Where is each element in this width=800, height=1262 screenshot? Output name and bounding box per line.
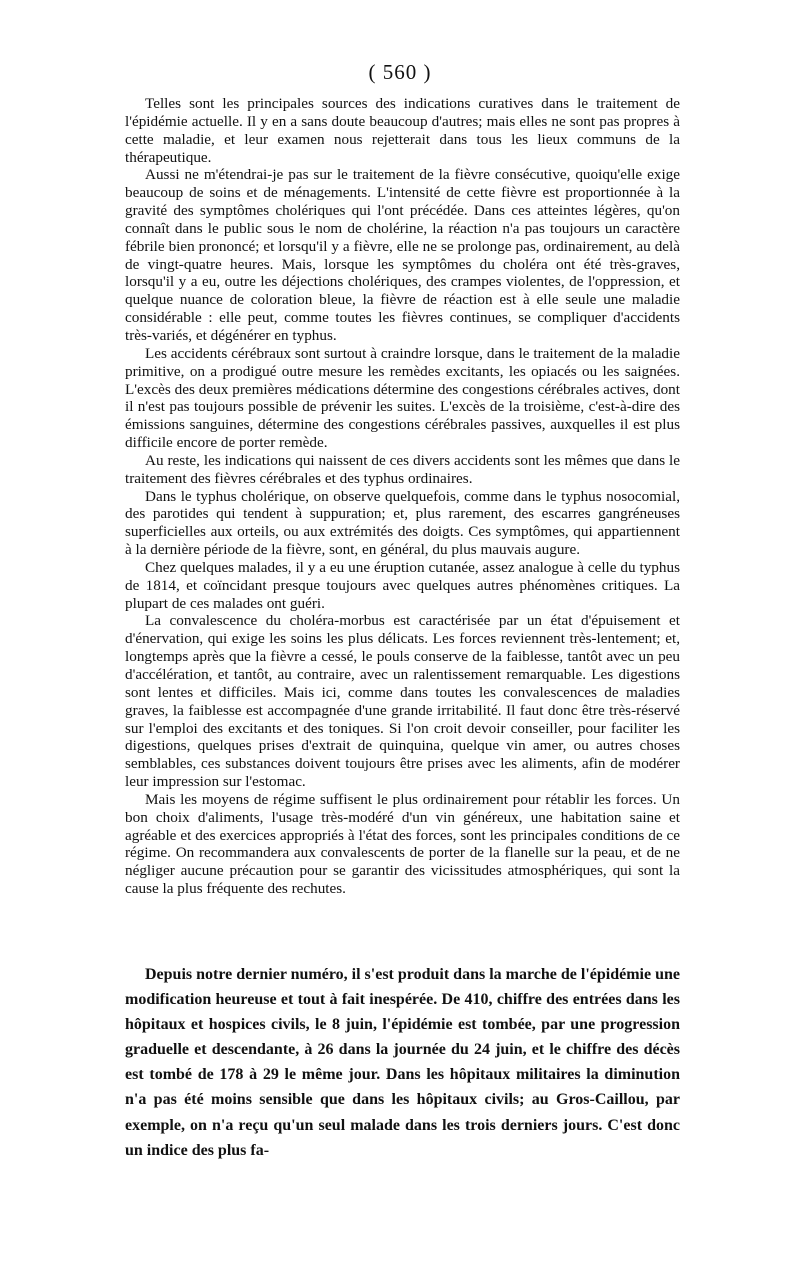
epidemic-update-section <box>125 962 680 1163</box>
paragraph: Telles sont les principales sources des indications curatives dans le traitement de l'épidémie actuelle. Il y en a sans doute beaucoup d'autres; mais elles ne sont pas propres à cette maladie, et leur examen nous rejetterait dans tous les lieux communs de la thérapeutique. <box>125 95 680 166</box>
paragraph: Mais les moyens de régime suffisent le plus ordinairement pour rétablir les forces. Un bon choix d'aliments, l'usage très-modéré d'un vin généreux, une habitation saine et agréable et des exercices appropriés à l'état des forces, sont les principales conditions de ce régime. On recommandera aux convalescents de porter de la flanelle sur la peau, et de ne négliger aucune précaution pour se garantir des vicissitudes atmosphériques, qui sont la cause la plus fréquente des rechutes. <box>125 790 680 898</box>
paragraph: Depuis notre dernier numéro, il s'est produit dans la marche de l'épidémie une modification heureuse et tout à fait inespérée. De 410, chiffre des entrées dans les hôpitaux et hospices civils, le 8 juin, l'épidémie est tombée, par une progression graduelle et descendante, à 26 dans la journée du 24 juin, et le chiffre des décès est tombé de 178 à 29 le même jour. Dans les hôpitaux militaires la diminution n'a pas été moins sensible que dans les hôpitaux civils; au Gros-Caillou, par exemple, on n'a reçu qu'un seul malade dans les trois derniers jours. C'est donc un indice des plus fa- <box>125 966 680 1159</box>
page-number: ( 560 ) <box>368 60 432 84</box>
paragraph: Au reste, les indications qui naissent de ces divers accidents sont les mêmes que dans le traitement des fièvres cérébrales et des typhus ordinaires. <box>125 451 680 487</box>
paragraph: La convalescence du choléra-morbus est caractérisée par un état d'épuisement et d'énervation, qui exige les soins les plus délicats. Les forces reviennent très-lentement; et, longtemps après que la fièvre a cessé, le pouls conserve de la faiblesse, tantôt avec un peu d'accélération, et tantôt, au contraire, avec un ralentissement remarquable. Les digestions sont lentes et difficiles. Mais ici, comme dans toutes les convalescences de maladies graves, la faiblesse est accompagnée d'une grande irritabilité. Il faut donc être très-réservé sur l'emploi des excitants et des toniques. Si l'on croit devoir conseiller, pour faciliter les digestions, quelques prises d'extrait de quinquina, quelque vin amer, ou autres choses semblables, ces substances doivent toujours être prises avec les aliments, afin de modérer leur impression sur l'estomac. <box>125 612 680 791</box>
paragraph: Dans le typhus cholérique, on observe quelquefois, comme dans le typhus nosocomial, des parotides qui tendent à suppuration; et, plus rarement, des escarres gangréneuses superficielles aux orteils, ou aux extrémités des doigts. Ces symptômes, qui appartiennent à la dernière période de la fièvre, sont, en général, du plus mauvais augure. <box>125 487 680 559</box>
paragraph: Chez quelques malades, il y a eu une éruption cutanée, assez analogue à celle du typhus de 1814, et coïncidant presque toujours avec quelques autres phénomènes critiques. La plupart de ces malades ont guéri. <box>125 558 680 612</box>
paragraph: Les accidents cérébraux sont surtout à craindre lorsque, dans le traitement de la maladie primitive, on a prodigué outre mesure les remèdes excitants, les opiacés ou les saignées. L'excès des deux premières médications détermine des congestions cérébrales actives, dont il n'est pas toujours possible de prévenir les suites. L'excès de la troisième, c'est-à-dire des émissions sanguines, détermine des congestions cérébrales passives, auxquelles il est plus difficile encore de porter remède. <box>125 344 680 452</box>
paragraph: Aussi ne m'étendrai-je pas sur le traitement de la fièvre consécutive, quoiqu'elle exige beaucoup de soins et de ménagements. L'intensité de cette fièvre est proportionnée à la gravité des symptômes cholériques qui l'ont précédée. Dans ces atteintes légères, qu'on connaît dans le public sous le nom de cholérine, la réaction n'a pas toujours un caractère fébrile bien prononcé; et lorsqu'il y a fièvre, elle ne se prolonge pas, ordinairement, au delà de vingt-quatre heures. Mais, lorsque les symptômes du choléra ont été très-graves, lorsqu'il y a eu, outre les déjections cholériques, des crampes violentes, de l'oppression, et quelque nuance de coloration bleue, la fièvre de réaction est à elle seule une maladie considérable : elle peut, comme toutes les fièvres continues, se compliquer d'accidents très-variés, et dégénérer en typhus. <box>125 166 680 344</box>
treatment-text-section <box>125 95 680 898</box>
